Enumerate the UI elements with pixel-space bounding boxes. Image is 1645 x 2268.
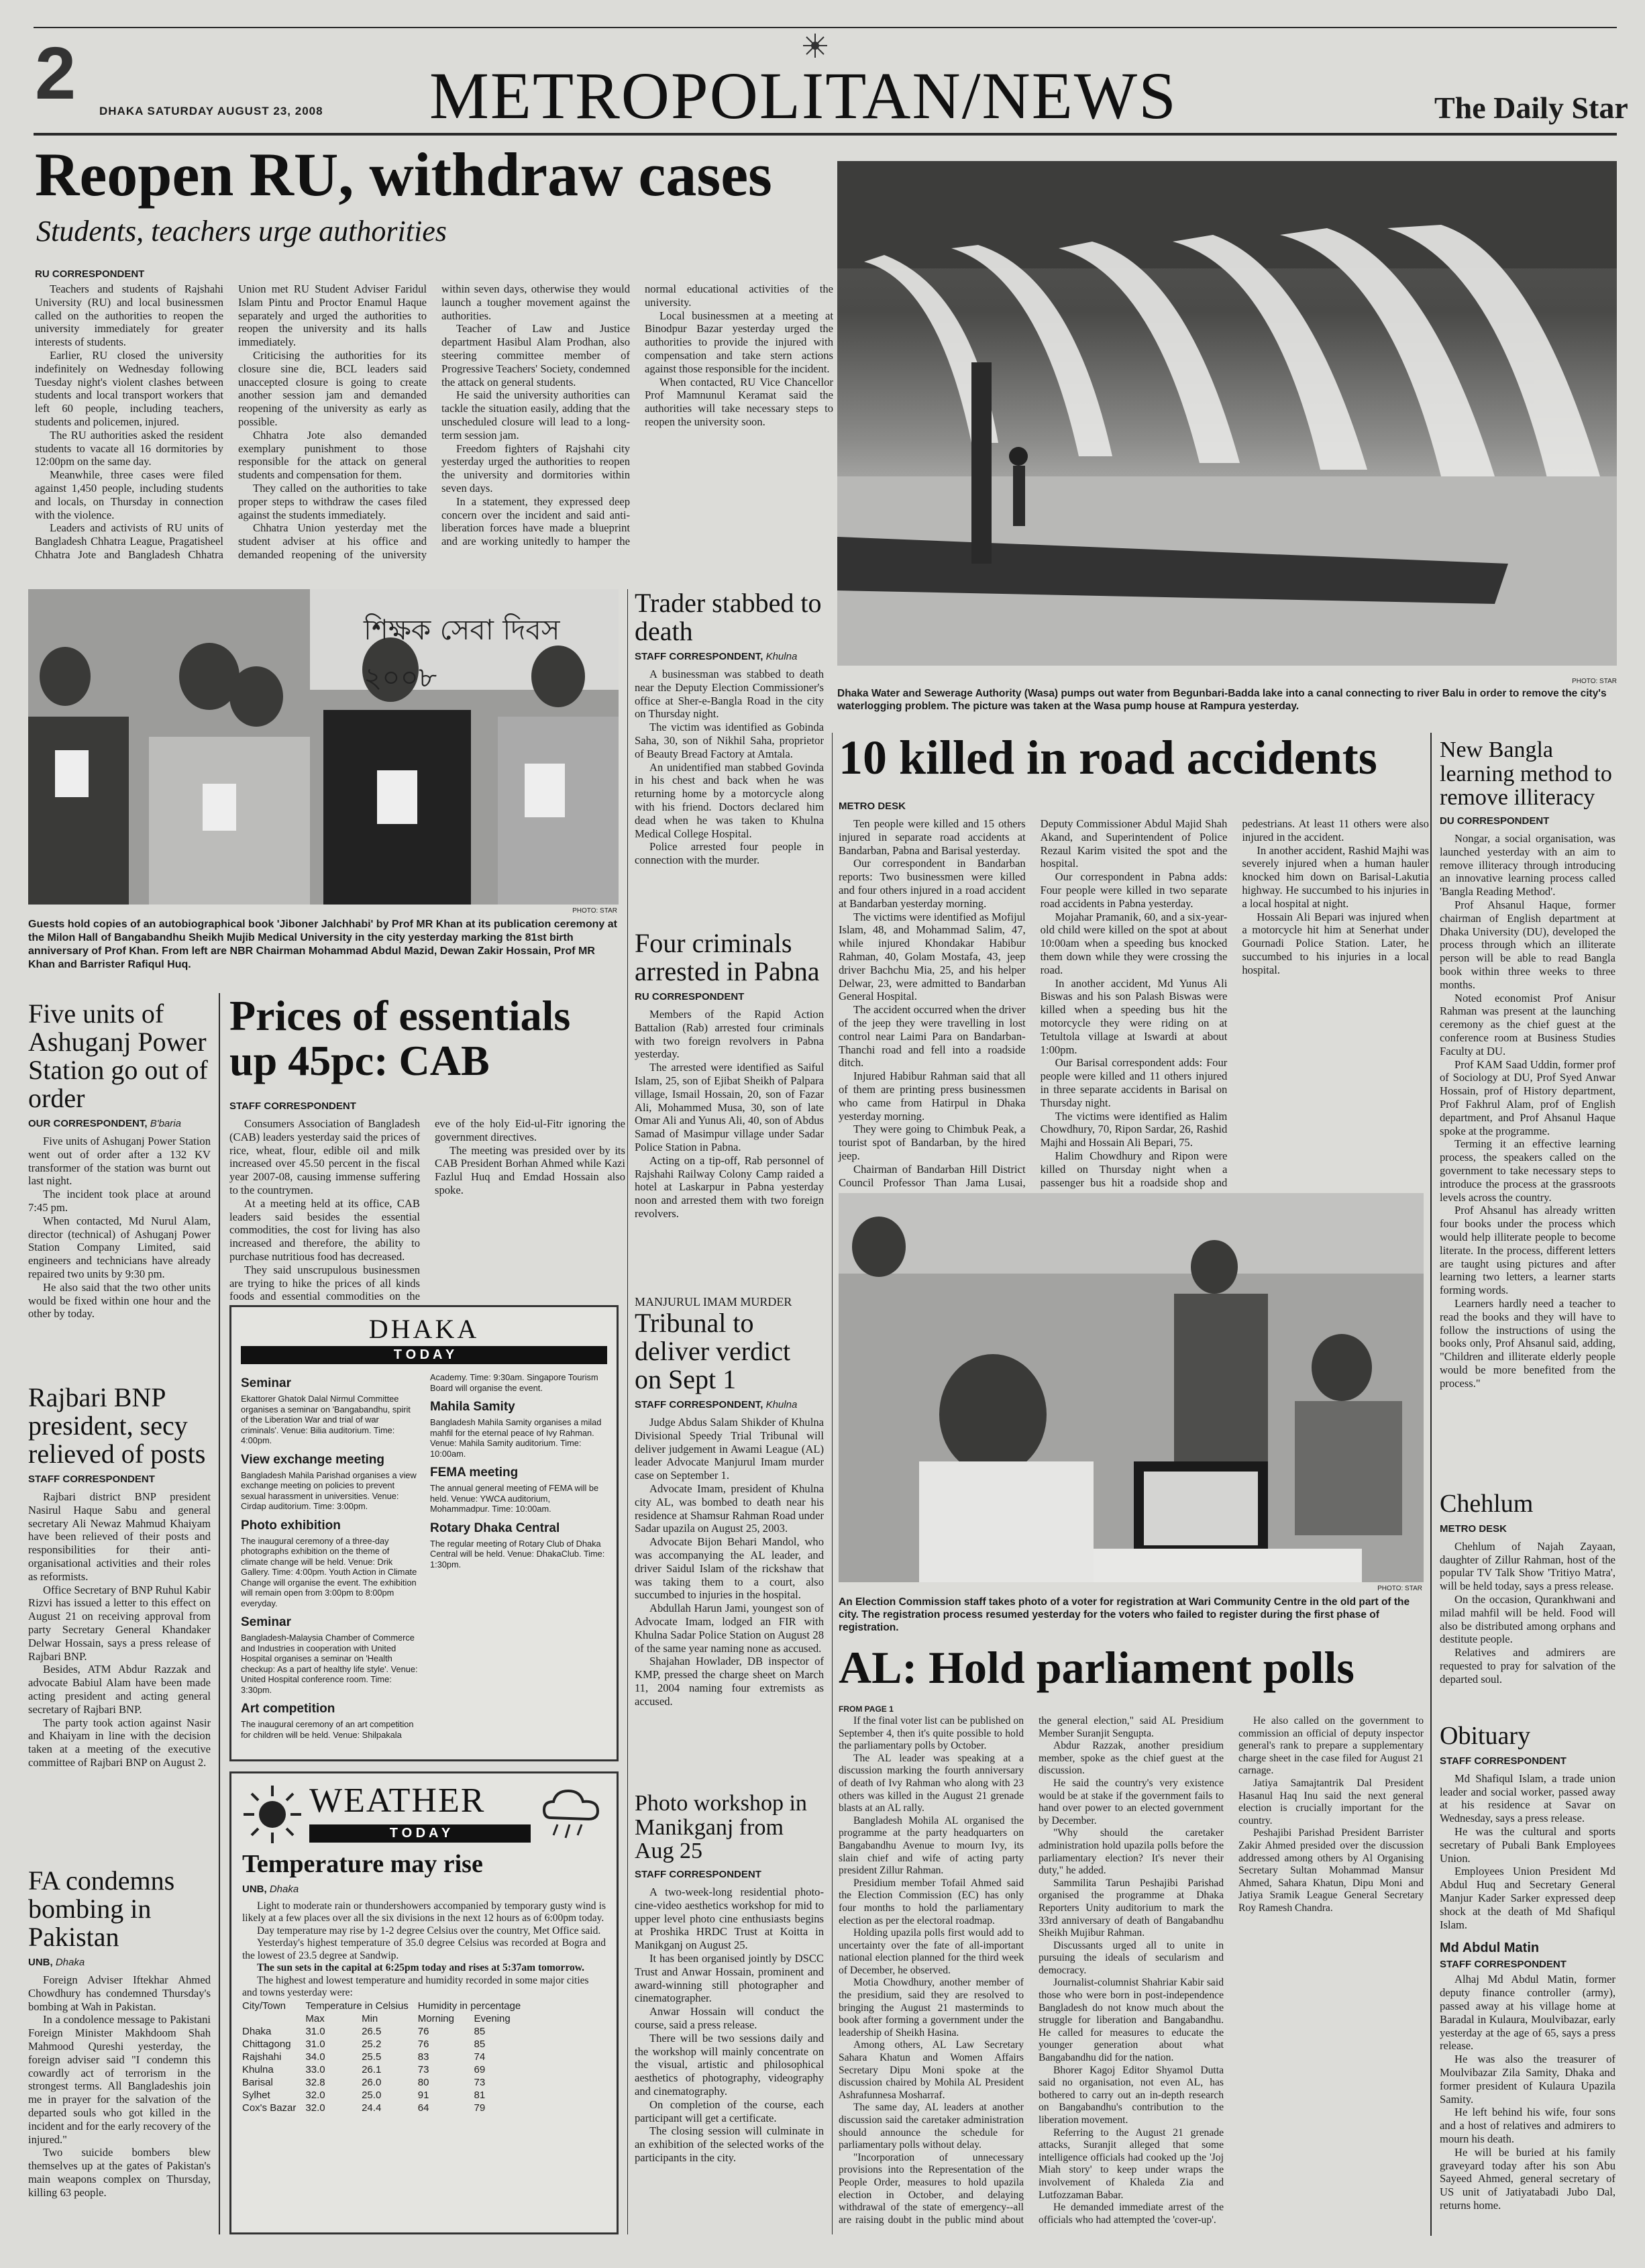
chehlum-body: Chehlum of Najah Zayaan, daughter of Zillur Rahman, host of the popular TV Talk Show 'Tritiyo Matra', will be held today, says a press release. On the occasion, Qurankhwani and milad mahfil will be held. Food will also be distributed among orphans and destitute people. Relatives and admirers are requested to pray for salvation of the departed soul. (1440, 1539, 1615, 1686)
byline: RU CORRESPONDENT (635, 991, 745, 1002)
pabna-headline: Four criminals arrested in Pabna (635, 928, 820, 986)
event-item: Rotary Dhaka Central The regular meeting of Rotary Club of Dhaka Central will be held. Venue: DhakaClub. Time: 1:30pm. (430, 1520, 605, 1569)
table-intro: The highest and lowest temperature and humidity recorded in some major cities and towns yesterday were: (242, 1974, 589, 1999)
trader-headline: Trader stabbed to death (635, 588, 822, 646)
ashuganj-story (28, 1000, 211, 1321)
byline: STAFF CORRESPONDENT (28, 1474, 155, 1485)
ec-photo-credit: PHOTO: STAR (1377, 1585, 1422, 1592)
ec-photo-caption: An Election Commission staff takes photo of a voter for registration at Wari Community Centre in the old part of the city. The registration process resumed yesterday for the voters who failed to register during the first phase of registration. (839, 1596, 1410, 1633)
new-bangla-story (1440, 738, 1615, 1390)
table-row: Chittagong 31.0 25.2 76 85 (242, 2038, 486, 2050)
tribunal-story (635, 1295, 824, 1708)
wasa-photo-credit: PHOTO: STAR (1572, 678, 1617, 685)
lead-story (35, 268, 833, 574)
byline: STAFF CORRESPONDENT (229, 1100, 356, 1112)
table-row: Khulna 33.0 26.1 73 69 (242, 2063, 486, 2075)
obituary-subname: Md Abdul Matin (1440, 1941, 1540, 1956)
obituary-story (1440, 1723, 1615, 2212)
event-item: Photo exhibition The inaugural ceremony of a three-day photographs exhibition on the theme of climate change will be held. Venue: Drik Gallery. Time: 4:00pm. Youth Action in Climate Change will organise the event. The exhibition will remain open from 3:00pm to 8:00pm everyday. (241, 1518, 417, 1608)
byline: UNB, Dhaka (242, 1883, 299, 1895)
byline: METRO DESK (1440, 1523, 1507, 1535)
weather-subtitle: T O D A Y (309, 1824, 531, 1843)
pabna-body: Members of the Rapid Action Battalion (Rab) arrested four criminals with two foreign revolvers in Pabna yesterday. The arrested were identified as Saiful Islam, 25, son of Ejibat Sheikh of Palpara village, Ismail Hossain, 20, son of Fazar Ali, Mohammed Musa, 30, son of late Omar Ali and Yunus Ali, 40, son of Abdus Samad of Masimpur village under Sadar Police Station in Pabna. Acting on a tip-off, Rab personnel of Rajshahi Railway Colony Camp raided a hotel at Laskarpur in Pabna yesterday noon and arrested them with two foreign revolvers. (635, 1008, 824, 1220)
ashuganj-body: Five units of Ashuganj Power Station went out of order after a 132 KV transformer of the station was burnt out last night. The incident took place at around 7:45 pm. When contacted, Md Nurul Alam, director (technical) of Ashuganj Power Station Company Limited, said engineers and technicians have already repaired two units by 9:30 pm. He also said that the two other units would be fixed within one hour and the other by today. (28, 1135, 211, 1321)
weather-table: City/Town Temperature in Celsius Humidity in percentage Max Min Morning Evening Dhaka 31.0 26.5 76 85 Chittagong 31.0 25.2 76 85 Rajshahi 34.0 25.5 83 74 Khulna 33.0 26.1 73 69 Barisal 32.8 26.0 80 73 Sylhet 32.0 25.0 91 81 Cox's Bazar 32.0 24.4 64 79 (242, 2000, 530, 2114)
page-number: 2 (35, 32, 76, 115)
polls-story (839, 1704, 1424, 2245)
kicker: FROM PAGE 1 (839, 1704, 894, 1714)
wasa-photo-caption: Dhaka Water and Sewerage Authority (Wasa) pumps out water from Begunbari-Badda lake into a canal connecting to river Balu in order to remove the city's waterlogging problem. The picture was taken at the Wasa pump house at Rampura yesterday. (837, 688, 1607, 712)
lead-body: Teachers and students of Rajshahi University (RU) and local businessmen called on the authorities to reopen the university immediately for greater interests of students. Earlier, RU closed the university indefinitely on Wednesday following Tuesday night's violent clashes between students and local transport workers that left 60 people, including teachers, students and policemen, injured. The RU authorities asked the resident students to vacate all 16 dormitories by 12:00pm on the same day. Meanwhile, three cases were filed against 1,450 people, including students and locals, on Thursday in connection with the violence. Leaders and activists of RU units of Bangladesh Chhatra League, Pragatisheel Chhatra Jote and Bangladesh Chhatra Union met RU Student Adviser Faridul Islam Pintu and Proctor Enamul Haque separately and urged the authorities to reopen the university and its halls immediately. Criticising the authorities for its closure sine die, BCL leaders said unaccepted closure is going to create another session jam and demanded reopening of the university as early as possible. Chhatra Jote also demanded exemplary punishment to those responsible for the attack on general students and compensation for them. They called on the authorities to take proper steps to withdraw the cases filed against the students immediately. Chhatra Union yesterday met the student adviser at his office and demanded reopening of the university within seven days, otherwise they would launch a tougher movement against the authorities. Teacher of Law and Justice department Hasibul Alam Prodhan, also steering committee member of Progressive Teachers' Society, condemned the attack on general students. He said the university authorities can tackle the situation easily, adding that the unscheduled closure will lead to a long-term session jam. Freedom fighters of Rajshahi city yesterday urged the authorities to reopen the university and dormitories within seven days. In a statement, they expressed deep concern over the incident and said anti-liberation forces have made a blueprint and are working unitedly to hamper the normal educational activities of the university. Local businessmen at a meeting at Binodpur Bazar yesterday urged the authorities to provide the injured with compensation and take stern actions against those responsible for the incident. When contacted, RU Vice Chancellor Prof Mamnunul Keramat said the authorities will take necessary steps to reopen the university soon. (35, 282, 833, 561)
trader-story (635, 589, 824, 867)
dhaka-today-box (229, 1305, 619, 1761)
table-row: Rajshahi 34.0 25.5 83 74 (242, 2051, 486, 2063)
book-photo-caption: Guests hold copies of an autobiographical book 'Jiboner Jalchhabi' by Prof MR Khan at its publication ceremony at the Milon Hall of Bangabandhu Sheikh Mujib Medical University in the city yesterday marking the 81st birth anniversary of Prof Khan. From left are NBR Chairman Mohammad Abdul Mazid, Dewan Zakir Hossain, Prof MR Khan and Barrister Rafiqul Huq. (28, 919, 617, 970)
prices-body: Consumers Association of Bangladesh (CAB) leaders yesterday said the prices of rice, wheat, flour, edible oil and milk increased over 45.50 percent in the fiscal year 2007-08, causing immense suffering to the countrymen. At a meeting held at its office, CAB leaders said besides the essential commodities, the cost for living has also increased and therefore, the ability to purchase nutritious food has decreased. They said unscrupulous businessmen are trying to hike the prices of all kinds foods and essential commodities on the eve of the holy Eid-ul-Fitr ignoring the government directives. The meeting was presided over by its CAB President Borhan Ahmed while Kazi Fazlul Huq and Emdad Hossain also spoke. (229, 1117, 625, 1303)
book-launch-photo (28, 589, 619, 905)
pabna-story (635, 929, 824, 1221)
event-item: Seminar Ekattorer Ghatok Dalal Nirmul Committee organises a seminar on 'Bangabandhu, spirit of the Liberation War and trial of war criminals'. Venue: Bilia auditorium. Time: 4:00pm. (241, 1376, 411, 1445)
lead-headline: Reopen RU, withdraw cases (35, 140, 772, 209)
banner-text: শিক্ষক সেবা দিবস ২০০৮ (364, 613, 560, 694)
byline: RU CORRESPONDENT (35, 268, 145, 280)
rain-cloud-icon (537, 1784, 604, 1848)
table-row: Dhaka 31.0 26.5 76 85 (242, 2025, 486, 2037)
section-title: METROPOLITAN/NEWS (429, 58, 1177, 133)
tribunal-body: Judge Abdus Salam Shikder of Khulna Divisional Speedy Trial Tribunal will deliver judgement in Awami League (AL) leader Advocate Manjurul Imam murder case on September 1. Advocate Imam, president of Khulna city AL, was bombed to death near his residence at Shamsur Rahman Road under Sadar upazila on August 25, 2003. Advocate Bijon Behari Mandol, who was accompanying the AL leader, and driver Saidul Islam of the rickshaw that was taking them to a court, also succumbed to injuries in the hospital. Abdullah Harun Jami, youngest son of Advocate Imam, lodged an FIR with Khulna Sadar Police Station on August 28 of the same year naming none as accused. Shajahan Howlader, DB inspector of KMP, pressed the charge sheet on March 11, 2004 naming four extremists as accused. (635, 1416, 824, 1708)
dhaka-today-title: DHAKA (368, 1314, 480, 1344)
byline: METRO DESK (839, 801, 906, 812)
sun-times: The sun sets in the capital at 6:25pm today and rises at 5:37am tomorrow. (257, 1962, 584, 1974)
polls-headline: AL: Hold parliament polls (839, 1642, 1355, 1693)
byline: STAFF CORRESPONDENT, Khulna (635, 651, 798, 662)
byline: STAFF CORRESPONDENT, Khulna (635, 1399, 798, 1410)
new-bangla-body: Nongar, a social organisation, was launched yesterday with an aim to remove illiteracy through introducing an innovative learning process called 'Bangla Reading Method'. Prof Ahsanul Haque, former chairman of English department at Dhaka University (DU), developed the process through which an illiterate person will be able to read Bangla book within three weeks to three months. Noted economist Prof Anisur Rahman was present at the launching ceremony as the chief guest at the conference room at Business Studies Faculty at DU. Prof KAM Saad Uddin, former prof of Sociology at DU, Prof Syed Anwar Hossain, prof of History department, Prof Fakhrul Alam, prof of English department, and Prof Ahsanul Haque spoke at the programme. Terming it an effective learning process, the speakers called on the government to take necessary steps to introduce the process at the grassroots levels across the country. Prof Ahsanul has already written four books under the process which would help illiterate people to become literate. In the process, different letters are taught using pictures and after learning two letters, a learner starts forming words. Learners hardly need a teacher to read the books and they will have to follow the instructions of using the books only, Prof Ahsanul said, adding, "Children and illiterate elderly people would be more benefited from the process." (1440, 832, 1615, 1390)
fa-headline: FA condemns bombing in Pakistan (28, 1865, 175, 1952)
rajbari-body: Rajbari district BNP president Nasirul Haque Sabu and general secretary Ali Newaz Mahmud Khaiyam have been relieved of their posts and responsibilities for their anti-organisational activities and their roles as reformists. Office Secretary of BNP Ruhul Kabir Rizvi has issued a letter to this effect on August 21 on receiving approval from party Secretary General Khandaker Delwar Hossain, says a press release of Rajbari BNP. Besides, ATM Abdur Razzak and advocate Babiul Alam have been made acting president and acting general secretary of Rajbari BNP. The party took action against Nasir and Khaiyam in line with the decision taken at a meeting of the executive committee of Rajbari BNP on August 2. (28, 1490, 211, 1769)
event-item: FEMA meeting The annual general meeting of FEMA will be held. Venue: YWCA auditorium, Mohammadpur. Time: 10:00am. (430, 1465, 599, 1514)
prices-story (229, 1100, 625, 1312)
trader-body: A businessman was stabbed to death near the Deputy Election Commissioner's office at Sher-e-Bangla Road in the city on Thursday night. The victim was identified as Gobinda Saha, 30, son of Nikhil Saha, proprietor of Beauty Bread Factory at Amtala. An unidentified man stabbed Govinda in his chest and back when he was returning home by a motorcycle along with his friend. Doctors declared him dead when he was taken to Khulna Medical College Hospital. Police arrested four people in connection with the murder. (635, 668, 824, 867)
wasa-photo (837, 161, 1617, 666)
weather-body: Light to moderate rain or thundershowers accompanied by temporary gusty wind is likely at a few places over all the six divisions in the next 12 hours as of 6:00pm today. Day temperature may rise by 1-2 degree Celsius over the country, Met Office said. Yesterday's highest temperature of 35.0 degree Celsius was recorded at Bogra and the lowest of 23.5 degree at Sandwip. (242, 1900, 606, 1961)
event-item: Seminar Bangladesh-Malaysia Chamber of Commerce and Industries in cooperation with United Hospital organises a seminar on 'Health checkup: As a part of healthy life style'. Venue: United Hospital conference room. Time: 3:30pm. (241, 1615, 418, 1695)
weather-headline: Temperature may rise (242, 1850, 483, 1878)
polls-body: If the final voter list can be published on September 4, then it's quite possible to hold the parliamentary polls by October. The AL leader was speaking at a discussion marking the fourth anniversary of death of Ivy Rahman who along with 23 others was killed in the August 21 grenade blasts at an AL rally. Bangladesh Mohila AL organised the programme at the party headquarters on Bangabandhu Avenue to mourn Ivy, its slain chief and wife of acting party president Zillur Rahman. Presidium member Tofail Ahmed said the Election Commission (EC) has only four months to hold the parliamentary election as per the electoral roadmap. Holding upazila polls first would add to uncertainty over the fate of all-important national election planned for the third week of December, he observed. Motia Chowdhury, another member of the presidium, said they are resolved to bringing the August 21 masterminds to book after forming a government under the leadership of Sheikh Hasina. Among others, AL Law Secretary Sahara Khatun and Women Affairs Secretary Dipu Moni spoke at the discussion chaired by Mohila AL President Ashrafunnesa Mosharraf. The same day, AL leaders at another discussion said the caretaker administration should announce the schedule for parliamentary polls without delay. "Incorporation of unnecessary provisions into the Representation of the People Order, measures to hold upazila election in October, and delaying withdrawal of the state of emergency--all are raising doubt in the public mind about the general election," said AL Presidium Member Suranjit Sengupta. Abdur Razzak, another presidium member, spoke as the chief guest at the discussion. He said the country's very existence would be at stake if the government fails to hand over power to an elected government by December. "Why should the caretaker administration hold upazila polls before the parliamentary election? It's never their duty," he added. Sammilita Tarun Peshajibi Parishad organised the programme at Dhaka Reporters Unity auditorium to mark the 33rd anniversary of death of Bangabandhu Sheikh Mujibur Rahman. Discussants urged all to unite in pursuing the ideals of secularism and democracy. Journalist-columnist Shahriar Kabir said those who were born in post-independence Bangladesh do not know much about the struggle for liberation and Bangabandhu. He called for measures to educate the younger generation about what Bangabandhu did for the nation. Bhorer Kagoj Editor Shyamol Dutta said no organisation, not even AL, has bothered to carry out an in-depth research on Bangabandhu's contribution to the liberation movement. Referring to the August 21 grenade attacks, Suranjit alleged that some intelligence officials had cooked up the 'Joj Miah story' to keep under wraps the involvement of Khaleda Zia and Lutfozzaman Babar. He demanded immediate arrest of the officials who had attempted the 'cover-up'. He also called on the government to commission an official of deputy inspector general's rank to prepare a supplementary charge sheet in the case filed for August 21 carnage. Jatiya Samajtantrik Dal President Hasanul Haq Inu said the next general election is crucially important for the country. Peshajibi Parishad President Barrister Zakir Ahmed presided over the discussion addressed among others by Al Organising Secretary Sultan Mohammad Mansur Ahmed, Sahara Khatun, Dipu Moni and Jatiya Sramik League General Secretary Roy Ramesh Chandra. (839, 1715, 1424, 2226)
byline: STAFF CORRESPONDENT (1440, 1755, 1567, 1767)
workshop-headline: Photo workshop in Manikganj from Aug 25 (635, 1791, 807, 1864)
obituary-body: Md Shafiqul Islam, a trade union leader and social worker, passed away at his residence at Savar on Wednesday, says a press release. He was the cultural and sports secretary of Pubali Bank Employees Union. Employees Union President Md Abdul Huq and Secretary General Manjur Kader Sarker expressed deep shock at the death of Md Shafiqul Islam. (1440, 1771, 1615, 1931)
fa-story (28, 1867, 211, 2200)
road-story (839, 795, 1429, 1200)
paper-name: The Daily Star (1434, 91, 1628, 125)
obituary-sub-body: Alhaj Md Abdul Matin, former deputy finance controller (army), passed away at his village home at Baradal in Kulaura, Moulvibazar, early yesterday at the age of 65, says a press release. He was also the treasurer of Moulvibazar Zila Samity, Dhaka and former president of Kulaura Upazila Samity. He left behind his wife, four sons and a host of relatives and admirers to mourn his death. He will be buried at his family graveyard today after his son Abu Sayeed Ahmed, general secretary of US unit of Jatiyatabadi Jubo Dal, returns home. (1440, 1973, 1615, 2212)
fa-body: Foreign Adviser Iftekhar Ahmed Chowdhury has condemned Thursday's bombing at Wah in Pakistan. In a condolence message to Pakistani Foreign Minister Makhdoom Shah Mahmood Qureshi yesterday, the foreign adviser said "I condemn this cowardly act of terrorism in the strongest terms. All Bangladeshis join me in prayer for the salvation of the departed souls who got killed in the incident and for the early recovery of the injured." Two suicide bombers blew themselves up at the gates of Pakistan's main weapons complex on Thursday, killing 63 people. (28, 1973, 211, 2199)
byline: UNB, Dhaka (28, 1957, 85, 1968)
book-photo-credit: PHOTO: STAR (572, 907, 617, 915)
table-row: Cox's Bazar 32.0 24.4 64 79 (242, 2102, 486, 2114)
rajbari-headline: Rajbari BNP president, secy relieved of posts (28, 1382, 206, 1469)
workshop-body: A two-week-long residential photo-cine-video aesthetics workshop for mid to upper level photo cine enthusiasts begins at Proshika HRDC Trust at Koitta in Manikganj on August 25. It has been organised jointly by DSCC Trust and Anwar Hossain, prominent and award-winning still photographer and cinematographer. Anwar Hossain will conduct the course, said a press release. There will be two sessions daily and the workshop will mainly concentrate on the visual, artistic and philosophical aesthetics of photography, videography and cinematography. On completion of the course, each participant will get a certificate. The closing session will culminate in an exhibition of the selected works of the participants in the city. (635, 1886, 824, 2164)
chehlum-story (1440, 1491, 1615, 1686)
chehlum-headline: Chehlum (1440, 1490, 1534, 1518)
road-headline: 10 killed in road accidents (839, 731, 1377, 784)
byline: STAFF CORRESPONDENT (1440, 1959, 1567, 1971)
event-item: Mahila Samity Bangladesh Mahila Samity organises a milad mahfil for the eternal peace of Ivy Rahman. Venue: Mahila Samity auditorium. Time: 10:00am. (430, 1400, 602, 1459)
byline: OUR CORRESPONDENT, B'baria (28, 1118, 181, 1129)
kicker: MANJURUL IMAM MURDER (635, 1295, 792, 1308)
byline: STAFF CORRESPONDENT (635, 1869, 761, 1881)
event-item: Art competition The inaugural ceremony of an art competition for children will be held. Venue: Shilpakala Academy. Time: 9:30am. Singapore Tourism Board will organise the event. (241, 1372, 598, 1740)
tribunal-headline: Tribunal to deliver verdict on Sept 1 (635, 1308, 791, 1394)
table-row: Barisal 32.8 26.0 80 73 (242, 2076, 486, 2088)
dhaka-today-subtitle: T O D A Y (241, 1346, 607, 1364)
dateline: DHAKA SATURDAY AUGUST 23, 2008 (99, 105, 323, 117)
election-commission-photo (839, 1193, 1424, 1582)
event-item: View exchange meeting Bangladesh Mahila Parishad organises a view exchange meeting on policies to prevent sexual harassment in universities. Venue: Cirdap auditorium. Time: 3:00pm. (241, 1452, 417, 1511)
ornament-icon (802, 32, 829, 59)
byline: DU CORRESPONDENT (1440, 815, 1550, 827)
prices-headline: Prices of essentials up 45pc: CAB (229, 992, 571, 1085)
weather-box (229, 1771, 619, 2234)
sun-icon (242, 1784, 303, 1848)
obituary-headline: Obituary (1440, 1722, 1531, 1750)
road-body: Ten people were killed and 15 others injured in separate road accidents at Bandarban, Pabna and Barisal yesterday. Our correspondent in Bandarban reports: Two businessmen were killed and four others injured in a road accident at Bandarban yesterday morning. The victims were identified as Mofijul Islam, 48, and Mohammad Salim, 47, while injured Khondakar Habibur Rahman, 40, Golam Mostafa, 43, jeep driver Bachchu Mia, 25, and his helper Delwar, 23, were admitted to Bandarban General Hospital. The accident occurred when the driver of the jeep they were travelling in lost control near Laimi Para on Bandarban-Thanchi road and fell into a roadside ditch. Injured Habibur Rahman said that all of them are printing press businessmen who came from Hatirpul in Dhaka yesterday morning. They were going to Chimbuk Peak, a tourist spot of Bandarban, by the hired jeep. Chairman of Bandarban Hill District Council Professor Than Jama Lusai, Deputy Commissioner Abdul Majid Shah Akand, and Superintendent of Police Rezaul Karim visited the spot and the hospital. Our correspondent in Pabna adds: Four people were killed in two separate road accidents in Pabna yesterday. Mojahar Pramanik, 60, and a six-year-old child were killed on the spot at about 10:00am when a speeding bus knocked them down while they were crossing the road. In another accident, Md Yunus Ali Biswas and his son Palash Biswas were killed when a speeding bus hit the motorcycle they were riding on at Tetultola village at Iswardi at about 1:00pm. Our Barisal correspondent adds: Four people were killed and 11 others injured in three separate accidents in Barisal on Thursday night. The victims were identified as Halim Chowdhury, 70, Ripon Sardar, 26, Rashid Majhi and Hossain Ali Bepari, 75. Halim Chowdhury and Ripon were killed on Thursday night when a passenger bus hit a roadside shop and pedestrians. At least 11 others were also injured in the accident. In another accident, Rashid Majhi was severely injured when a human hauler knocked him down on Barisal-Lakutia highway. He succumbed to his injuries in a local hospital at night. Hossain Ali Bepari was injured when a motorcycle hit him at Senerhat under Gournadi Police Station. Later, he succumbed to his injuries in a local hospital. (839, 817, 1429, 1189)
table-row: Sylhet 32.0 25.0 91 81 (242, 2089, 486, 2101)
ashuganj-headline: Five units of Ashuganj Power Station go out of order (28, 998, 208, 1113)
weather-title: WEATHER (309, 1782, 486, 1820)
new-bangla-headline: New Bangla learning method to remove illiteracy (1440, 737, 1612, 811)
workshop-story (635, 1792, 824, 2165)
lead-subhead: Students, teachers urge authorities (36, 215, 447, 248)
rajbari-story (28, 1384, 211, 1769)
